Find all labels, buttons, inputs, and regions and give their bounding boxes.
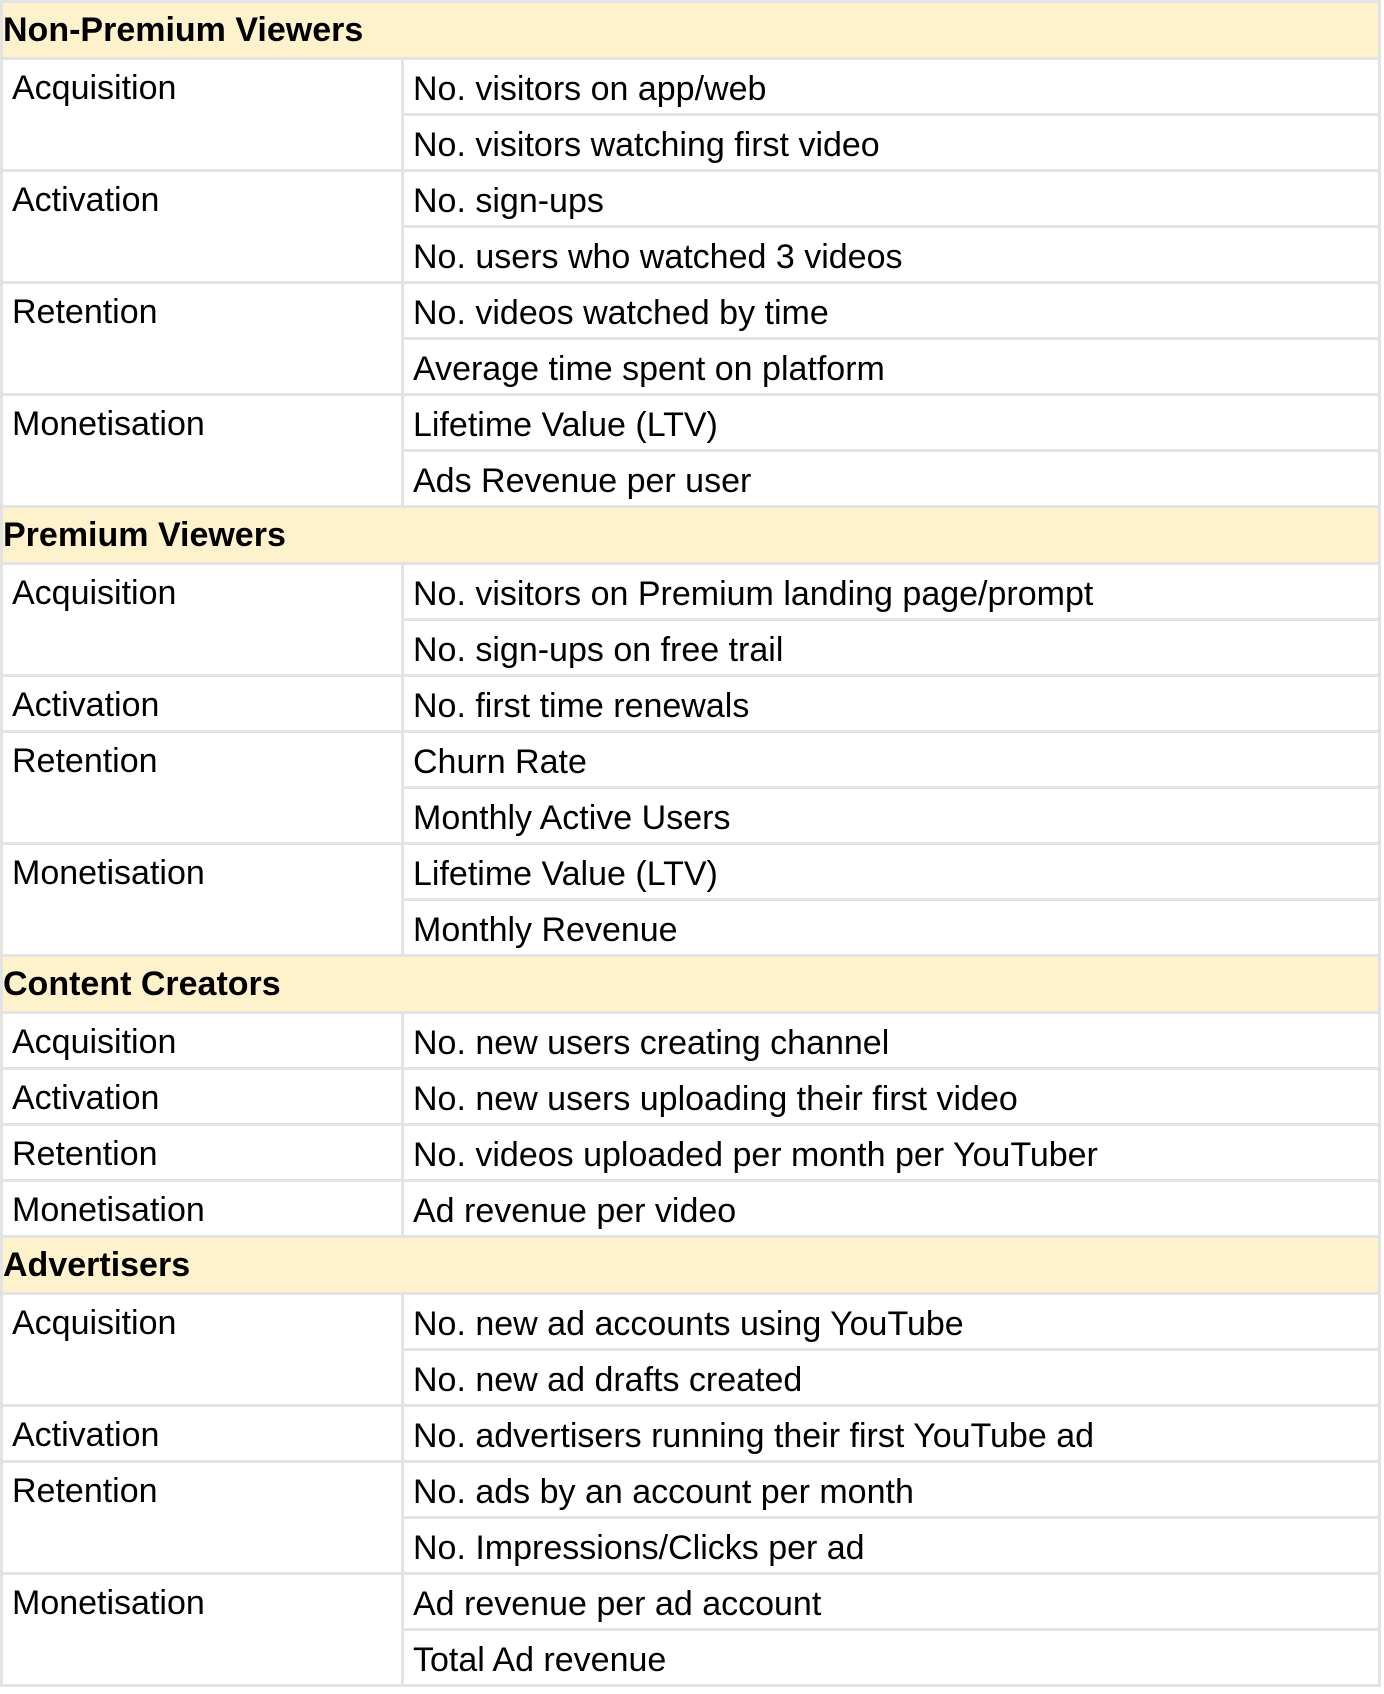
section-header-row — [2, 2, 1380, 59]
table-row — [2, 59, 1380, 115]
stage-label: Activation — [2, 676, 403, 732]
stage-label: Activation — [2, 1069, 403, 1125]
metric-cell: No. ads by an account per month — [403, 1462, 1380, 1518]
stage-label: Acquisition — [2, 59, 403, 171]
metric-cell: Total Ad revenue — [403, 1630, 1380, 1686]
stage-label: Monetisation — [2, 844, 403, 956]
metric-cell: Average time spent on platform — [403, 339, 1380, 395]
metric-cell: Churn Rate — [403, 732, 1380, 788]
metric-cell: No. videos uploaded per month per YouTuber — [403, 1125, 1380, 1181]
table-row — [2, 564, 1380, 620]
table-row — [2, 676, 1380, 732]
section-header-row — [2, 956, 1380, 1013]
table-row — [2, 1125, 1380, 1181]
metric-cell: Ads Revenue per user — [403, 451, 1380, 507]
table-row — [2, 1013, 1380, 1069]
stage-label: Acquisition — [2, 1013, 403, 1069]
table-row — [2, 844, 1380, 900]
table-row — [2, 283, 1380, 339]
metric-cell: Monthly Active Users — [403, 788, 1380, 844]
stage-label: Monetisation — [2, 1574, 403, 1686]
stage-label: Activation — [2, 1406, 403, 1462]
section-header-row — [2, 1237, 1380, 1294]
table-body — [2, 2, 1380, 1686]
stage-label: Retention — [2, 1125, 403, 1181]
table-row — [2, 732, 1380, 788]
metric-cell: No. new users creating channel — [403, 1013, 1380, 1069]
metric-cell: No. visitors watching first video — [403, 115, 1380, 171]
stage-label: Acquisition — [2, 564, 403, 676]
metric-cell: No. visitors on app/web — [403, 59, 1380, 115]
table-row — [2, 1406, 1380, 1462]
metric-cell: No. new users uploading their first video — [403, 1069, 1380, 1125]
metric-cell: No. Impressions/Clicks per ad — [403, 1518, 1380, 1574]
metric-cell: No. new ad drafts created — [403, 1350, 1380, 1406]
table-row — [2, 1181, 1380, 1237]
metric-cell: Ad revenue per ad account — [403, 1574, 1380, 1630]
metric-cell: No. visitors on Premium landing page/prompt — [403, 564, 1380, 620]
metric-cell: Lifetime Value (LTV) — [403, 844, 1380, 900]
section-header-row — [2, 507, 1380, 564]
section-title: Non-Premium Viewers — [2, 2, 1380, 59]
table-row — [2, 1069, 1380, 1125]
metric-cell: Monthly Revenue — [403, 900, 1380, 956]
stage-label: Retention — [2, 283, 403, 395]
stage-label: Acquisition — [2, 1294, 403, 1406]
metric-cell: No. advertisers running their first YouTube ad — [403, 1406, 1380, 1462]
table-row — [2, 1294, 1380, 1350]
table-row — [2, 171, 1380, 227]
stage-label: Monetisation — [2, 395, 403, 507]
section-title: Premium Viewers — [2, 507, 1380, 564]
section-title: Content Creators — [2, 956, 1380, 1013]
stage-label: Retention — [2, 732, 403, 844]
metric-cell: No. new ad accounts using YouTube — [403, 1294, 1380, 1350]
stage-label: Retention — [2, 1462, 403, 1574]
table-row — [2, 1574, 1380, 1630]
table-row — [2, 1462, 1380, 1518]
stage-label: Activation — [2, 171, 403, 283]
section-title: Advertisers — [2, 1237, 1380, 1294]
metric-cell: Lifetime Value (LTV) — [403, 395, 1380, 451]
metric-cell: No. videos watched by time — [403, 283, 1380, 339]
table-row — [2, 395, 1380, 451]
stage-label: Monetisation — [2, 1181, 403, 1237]
metric-cell: No. sign-ups on free trail — [403, 620, 1380, 676]
metric-cell: No. first time renewals — [403, 676, 1380, 732]
metric-cell: Ad revenue per video — [403, 1181, 1380, 1237]
metric-cell: No. sign-ups — [403, 171, 1380, 227]
metric-cell: No. users who watched 3 videos — [403, 227, 1380, 283]
